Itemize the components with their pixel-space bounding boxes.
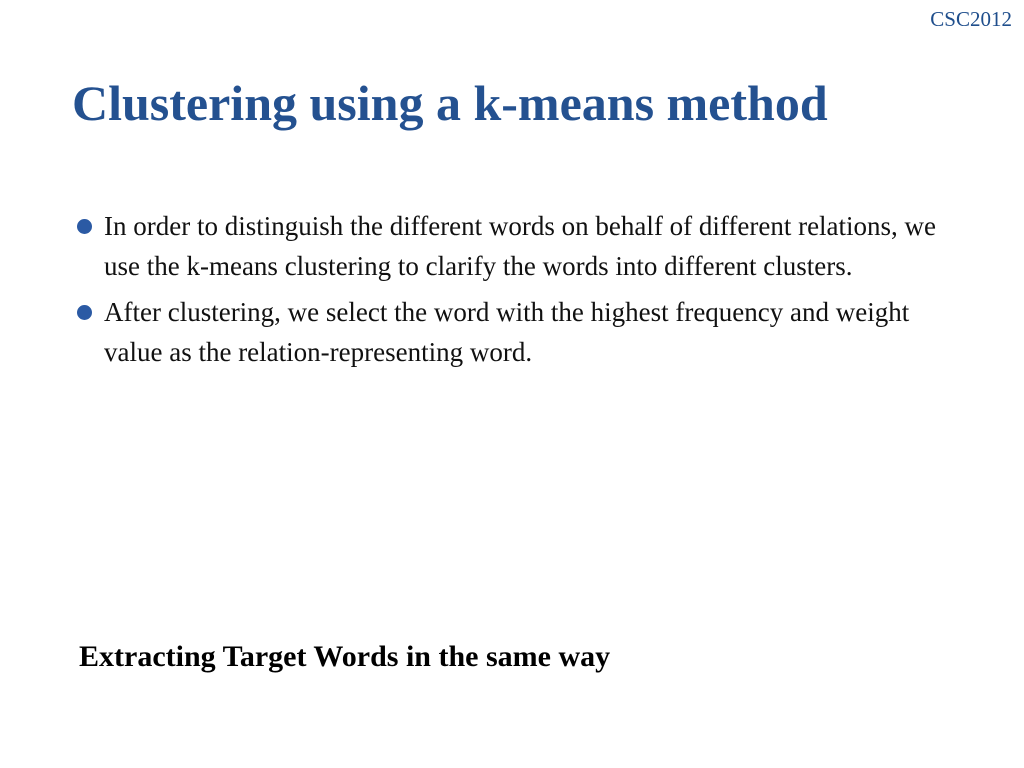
course-tag: CSC2012 [930,7,1012,31]
bullet-list [74,206,974,378]
bullet-dot-icon [77,219,92,234]
bullet-item [74,206,974,286]
bullet-item [74,292,974,372]
bullet-text: In order to distinguish the different words on behalf of different relations, we use the k-means clustering to clarify the words into different clusters. [104,211,937,281]
bullet-dot-icon [77,305,92,320]
slide-title: Clustering using a k-means method [72,75,828,131]
section-heading: Extracting Target Words in the same way [79,640,611,673]
bullet-text: After clustering, we select the word with the highest frequency and weight value as the relation-representing word. [104,297,910,367]
